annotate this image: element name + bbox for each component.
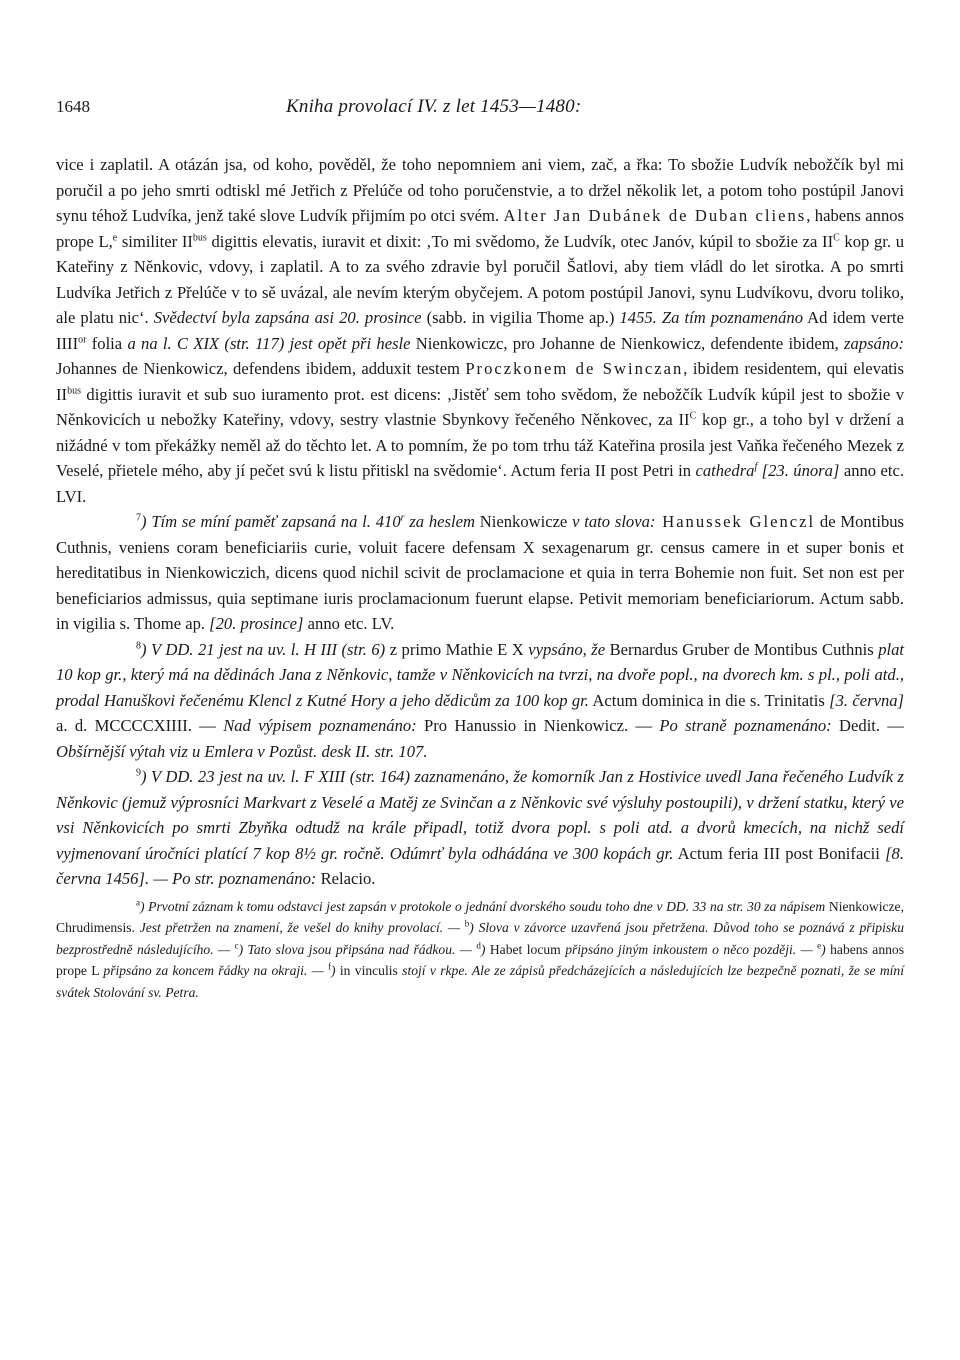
footnote-block: $^a$) Prvotní záznam k tomu odstavci jest zapsán v protokole o jednání dvorského soudu toho dne v DD. 33 na str. 30 za nápisem Nienkowicze, Chrudimensis. Jest přetržen na znamení, že vešel do knihy provolací. — $^b$) Slova v závorce uzavřená jsou přetržena. Důvod toho se poznává z připisku bezprostředně následujícího. — $^c$) Tato slova jsou připsána nad řádkou. — $^d$) Habet locum připsáno jiným inkoustem o něco později. — $^e$) habens annos prope L připsáno za koncem řádky na okraji. — $^f$) in vinculis stojí v rkpe. Ale ze zápisů předcházejících a následujících lze bezpečně poznati, že se míní svátek Stolování sv. Petra. xyxy=(56,896,905,1000)
paragraph-main: vice i zaplatil. A otázán jsa, od koho, pověděl, že toho nepomniem ani viem, zač, a řka: To sbožie Ludvík nebožčík byl mi poručil a po jeho smrti odtiskl mé Jetřich z Přelúče od toho poručenstvie, a to držel několik let, a potom toho postúpil Janovi synu téhož Ludvíka, jenž také slove Ludvík přijmím po otci svém. Alter Jan Dubánek de Duban cliens, habens annos prope L,$^e$ similiter $II^{bus}$ digittis elevatis, iuravit et dixit: ‚To mi svědomo, že Ludvík, otec Janóv, kúpil to sbožie za $II^C$ kop gr. u Kateřiny z Něnkovic, vdovy, i zaplatil. A to za svého zdravie byl poručil Šatlovi, aby tiem vládl do let sirotka. A po smrti Ludvíka Jetřich z Přelúče v to sě uvázal, ale nevím kterým obyčejem. A potom postúpil Janovi, synu Ludvíkovu, dvoru toliko, ale platu nic‘. Svědectví byla zapsána asi 20. prosince (sabb. in vigilia Thome ap.) 1455. Za tím poznamenáno Ad idem verte $IIII^{or}$ folia a na l. C XIX (str. 117) jest opět při hesle Nienkowiczc, pro Johanne de Nienkowicz, defendente ibidem, zapsáno: Johannes de Nienkowicz, defendens ibidem, adduxit testem Proczkonem de Swinczan, ibidem residentem, qui elevatis $II^{bus}$ digittis iuravit et sub suo iuramento prot. est dicens: ‚Jistěť sem toho svědom, že nebožčík Ludvík kúpil jest to sbožie v Něnkovicích u nebožky Kateřiny, vdovy, sestry vlastnie Sbynkovy řečeného Něnkovec, za $II^C$ kop gr., a toho byl v držení a nižádné v tom překážky neměl až do těchto let. A to pomním, že po tom trhu táž Kateřina prosila jest Vaňka řečeného Mezek z Veselé, přietele mého, aby jí pečet svú k listu přitiskl na svědomie‘. Actum feria II post Petri in cathedra$^f$ [23. února] anno etc. LVI. xyxy=(56,155,904,506)
note-8: $^8$) V DD. 21 jest na uv. l. H III (str. 6) z primo Mathie E X vypsáno, že Bernardus Gruber de Montibus Cuthnis plat 10 kop gr., který má na dědinách Jana z Něnkovic, tamže v Něnkovicích na tvrzi, na dvoře popl., na dvorech km. s pl., poli atd., prodal Hanuškovi řečenému Klencl z Kutné Hory a jeho dědicům za 100 kop gr. Actum dominica in die s. Trinitatis [3. června] a. d. MCCCCXIIII. — Nad výpisem poznamenáno: Pro Hanussio in Nienkowicz. — Po straně poznamenáno: Dedit. — Obšírnější výtah viz u Emlera v Pozůst. desk II. str. 107. xyxy=(56,639,905,761)
name-spaced: Alter Jan Dubánek de Duban cliens xyxy=(503,206,807,225)
running-title: Kniha provolací IV. z let 1453—1480: xyxy=(286,96,582,117)
name-spaced: Proczkonem de Swinczan xyxy=(465,359,684,378)
page xyxy=(56,96,904,1003)
running-header xyxy=(56,96,904,126)
footnotes xyxy=(56,896,904,1004)
note-9: $^9$) V DD. 23 jest na uv. l. F XIII (str. 164) zaznamenáno, že komorník Jan z Hostivice uvedl Jana řečeného Ludvík z Něnkovic (jemuž výprosníci Markvart z Veselé a Matěj ze Svinčan a z Něnkovic své výsluhy postoupili), v držení statku, který ve vsi Něnkovicích po smrti Zbyňka odtudž na krále připadl, totiž dvora popl. s poli atd. a dvorů kmecích, na nichž sedí vyjmenovaní úročníci platící 7 kop 8½ gr. ročně. Odúmrť byla odhádána ve 300 kopách gr. Actum feria III post Bonifacii [8. června 1456]. — Po str. poznamenáno: Relacio. xyxy=(56,767,904,888)
page-number: 1648 xyxy=(56,97,90,116)
main-text xyxy=(56,152,904,892)
note-7: $^7$) Tím se míní paměť zapsaná na l. 410$^r$ za heslem Nienkowicze v tato slova: Hanussek Glenczl de Montibus Cuthnis, veniens coram beneficiariis curie, voluit facere defensam X sexagenarum gr. census camere in et super bonis et hereditatibus in Nienkowiczich, dicens quod nichil scivit de proclamacione et quia in terra Bohemie non fuit. Set non est per beneficiarios admissus, quia septimane iuris proclamacionum fuerunt elapse. Petivit memoriam beneficiariorum. Actum sabb. in vigilia s. Thome ap. [20. prosince] anno etc. LV. xyxy=(56,512,904,633)
